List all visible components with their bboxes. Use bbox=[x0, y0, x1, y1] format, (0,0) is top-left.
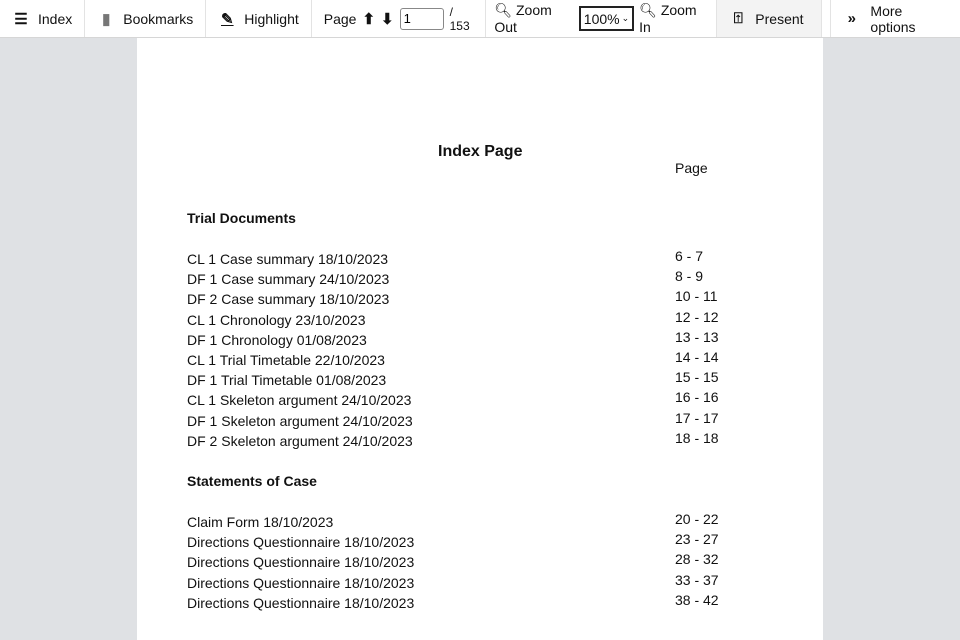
index-entry-pages: 17 - 17 bbox=[675, 409, 719, 426]
zoom-out-button[interactable] bbox=[494, 2, 573, 35]
index-entry-pages: 23 - 27 bbox=[675, 531, 719, 548]
index-entry-name[interactable]: Directions Questionnaire 18/10/2023 bbox=[187, 594, 415, 611]
bookmarks-button[interactable] bbox=[85, 0, 206, 37]
index-entry-name[interactable]: CL 1 Trial Timetable 22/10/2023 bbox=[187, 352, 385, 368]
bookmarks-label: Bookmarks bbox=[123, 10, 194, 27]
index-entry-name[interactable]: Directions Questionnaire 18/10/2023 bbox=[187, 574, 415, 591]
double-chevron-right-icon: » bbox=[847, 10, 856, 27]
zoom-select[interactable] bbox=[579, 6, 634, 31]
index-entry-name[interactable]: Directions Questionnaire 18/10/2023 bbox=[187, 554, 415, 571]
index-entry-pages: 10 - 11 bbox=[675, 288, 718, 305]
index-entry-name[interactable]: DF 2 Skeleton argument 24/10/2023 bbox=[187, 432, 413, 449]
list-icon: ☰ bbox=[14, 10, 28, 28]
document-page bbox=[137, 38, 823, 640]
more-options-button[interactable] bbox=[830, 0, 960, 37]
index-entry-pages: 33 - 37 bbox=[675, 571, 719, 588]
zoom-out-label: Zoom Out bbox=[494, 2, 552, 35]
section-heading: Trial Documents bbox=[187, 210, 296, 226]
zoom-value: 100% bbox=[583, 10, 620, 27]
index-entry-name[interactable]: Claim Form 18/10/2023 bbox=[187, 514, 334, 530]
index-entry-name[interactable]: DF 1 Skeleton argument 24/10/2023 bbox=[187, 412, 413, 429]
toolbar bbox=[0, 0, 960, 38]
index-entry-pages: 15 - 15 bbox=[675, 369, 719, 386]
highlight-label: Highlight bbox=[244, 10, 299, 27]
page-navigation bbox=[312, 0, 487, 37]
bookmark-icon: ▮ bbox=[102, 10, 111, 28]
index-entry-name[interactable]: CL 1 Chronology 23/10/2023 bbox=[187, 311, 366, 328]
present-button[interactable] bbox=[717, 0, 822, 37]
arrow-up-icon[interactable]: ⬆ bbox=[362, 10, 376, 28]
index-entry-pages: 14 - 14 bbox=[675, 349, 719, 365]
present-label: Present bbox=[755, 10, 804, 27]
index-entry-pages: 20 - 22 bbox=[675, 511, 719, 527]
zoom-out-icon: 🔍︎ bbox=[494, 2, 513, 18]
page-number-input[interactable] bbox=[400, 8, 444, 30]
index-entry-name[interactable]: DF 2 Case summary 18/10/2023 bbox=[187, 291, 390, 308]
pen-icon: ✎ bbox=[220, 10, 234, 28]
index-entry-name[interactable]: Directions Questionnaire 18/10/2023 bbox=[187, 534, 415, 551]
index-entry-pages: 16 - 16 bbox=[675, 389, 719, 406]
zoom-in-label: Zoom In bbox=[639, 2, 697, 35]
chevron-down-icon: ⌄ bbox=[621, 13, 630, 23]
arrow-down-icon[interactable]: ⬇ bbox=[381, 10, 394, 28]
index-entry-pages: 6 - 7 bbox=[675, 248, 704, 264]
page-label: Page bbox=[323, 10, 357, 27]
index-entry-pages: 28 - 32 bbox=[675, 551, 719, 568]
index-label: Index bbox=[38, 10, 73, 27]
page-column-header: Page bbox=[675, 160, 708, 176]
index-entry-name[interactable]: CL 1 Skeleton argument 24/10/2023 bbox=[187, 392, 412, 409]
index-entry-pages: 18 - 18 bbox=[675, 429, 719, 446]
index-entry-pages: 38 - 42 bbox=[675, 591, 719, 608]
page-title: Index Page bbox=[438, 143, 523, 160]
index-entry-pages: 12 - 12 bbox=[675, 308, 719, 325]
zoom-in-button[interactable] bbox=[639, 2, 708, 35]
index-entry-pages: 13 - 13 bbox=[675, 328, 719, 345]
index-entry-pages: 8 - 9 bbox=[675, 268, 704, 285]
index-entry-name[interactable]: DF 1 Chronology 01/08/2023 bbox=[187, 331, 367, 348]
highlight-button[interactable] bbox=[206, 0, 311, 37]
index-entry-name[interactable]: CL 1 Case summary 18/10/2023 bbox=[187, 251, 389, 267]
more-options-label: More options bbox=[870, 2, 916, 35]
zoom-controls bbox=[486, 0, 717, 37]
zoom-in-icon: 🔍︎ bbox=[639, 2, 657, 18]
index-button[interactable] bbox=[0, 0, 85, 37]
index-entry-name[interactable]: DF 1 Trial Timetable 01/08/2023 bbox=[187, 372, 387, 389]
index-entry-name[interactable]: DF 1 Case summary 24/10/2023 bbox=[187, 271, 390, 288]
section-heading: Statements of Case bbox=[187, 473, 317, 489]
present-icon: ⍐ bbox=[733, 10, 743, 27]
page-total: / 153 bbox=[449, 4, 470, 33]
